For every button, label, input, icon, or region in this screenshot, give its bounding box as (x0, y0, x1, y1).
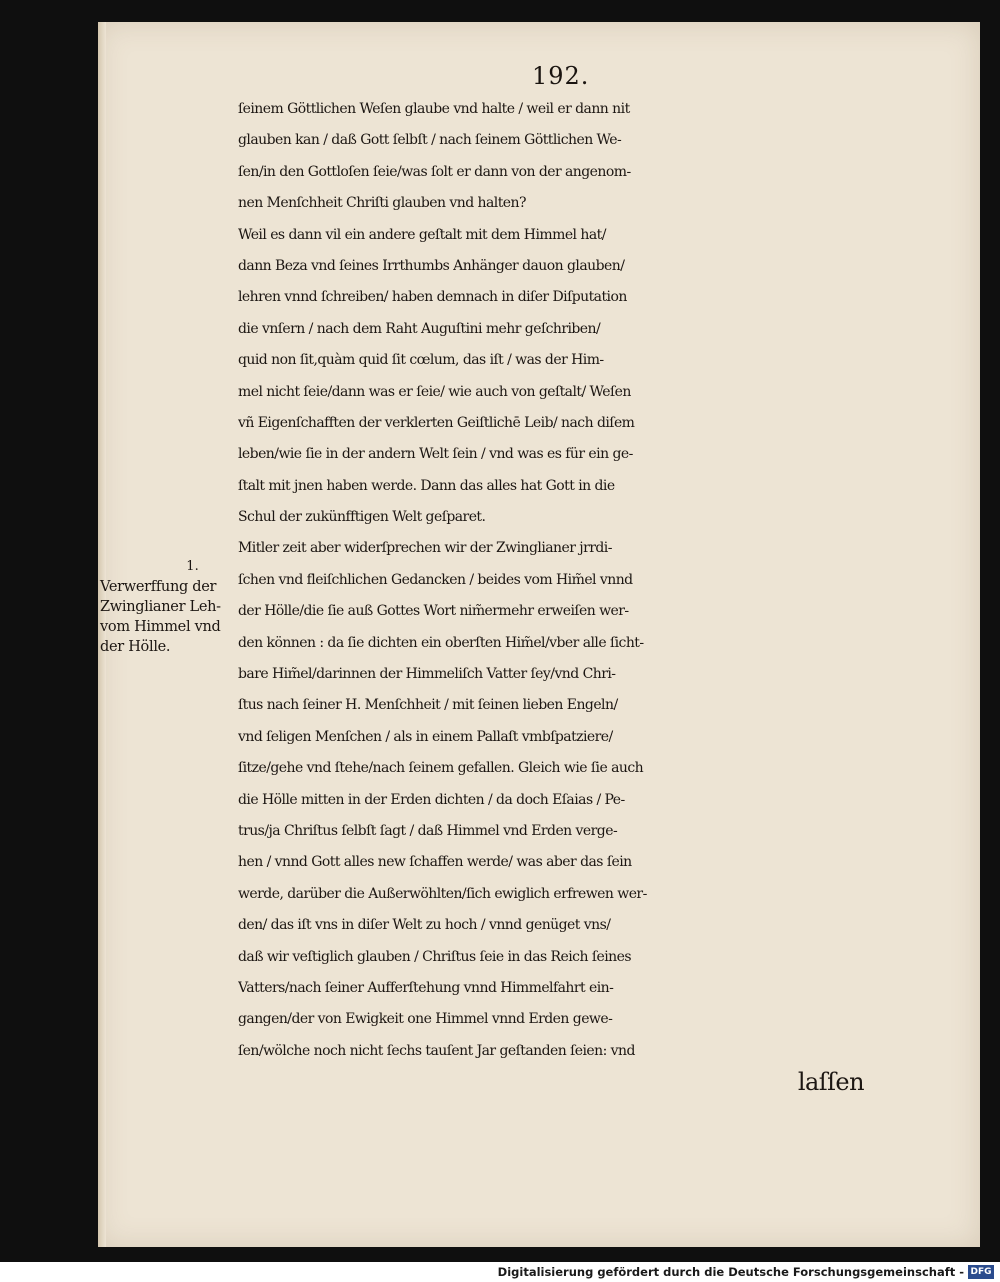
text-line: bare Him̃el/darinnen der Himmeliſch Vatter ſey/vnd Chri- (238, 666, 616, 683)
text-line: Mitler zeit aber widerſprechen wir der Zwinglianer jrrdi- (238, 540, 612, 557)
body-text (238, 94, 870, 1099)
text-line: den können : da ſie dichten ein oberſten Him̃el/vber alle ſicht- (238, 634, 644, 651)
text-line: Vatters/nach ſeiner Aufferſtehung vnnd Himmelfahrt ein- (238, 979, 614, 996)
text-line: gangen/der von Ewigkeit one Himmel vnnd Erden gewe- (238, 1011, 613, 1028)
catchword: laſſen (797, 1068, 864, 1097)
margin-note-line: der Hölle. (100, 639, 171, 655)
text-line: ſeinem Göttlichen Weſen glaube vnd halte / weil er dann nit (238, 101, 630, 117)
text-line: hen / vnnd Gott alles new ſchaffen werde/ was aber das ſein (238, 854, 632, 871)
text-line: ſtalt mit jnen haben werde. Dann das alles hat Gott in die (238, 477, 615, 494)
text-line: ſchen vnd fleiſchlichen Gedancken / beides vom Him̃el vnnd (238, 571, 633, 588)
margin-note (100, 558, 245, 657)
page-number: 192. (532, 62, 590, 90)
text-line: trus/ja Chriſtus ſelbſt ſagt / daß Himmel vnd Erden verge- (238, 822, 618, 839)
margin-note-number: 1. (186, 559, 199, 574)
text-line: vnd ſeligen Menſchen / als in einem Pallaſt vmbſpatziere/ (238, 728, 613, 745)
text-line: glauben kan / daß Gott ſelbſt / nach ſeinem Göttlichen We- (238, 132, 622, 149)
footer-bar (0, 1262, 1000, 1282)
text-line: quid non ſit,quàm quid ſit cœlum, das iſt / was der Him- (238, 352, 604, 369)
margin-note-line: Verwerffung der (100, 579, 217, 595)
text-line: dann Beza vnd ſeines Irrthumbs Anhänger dauon glauben/ (238, 257, 625, 274)
text-line: den/ das iſt vns in diſer Welt zu hoch / vnnd genüget vns/ (238, 917, 611, 934)
text-line: Schul der zukünfftigen Welt geſparet. (238, 509, 486, 526)
text-line: lehren vnnd ſchreiben/ haben demnach in diſer Diſputation (238, 289, 627, 306)
text-line: der Hölle/die ſie auß Gottes Wort nim̃ermehr erweiſen wer- (238, 603, 629, 620)
footer-credit: Digitalisierung gefördert durch die Deutsche Forschungsgemeinschaft - (497, 1265, 964, 1279)
text-line: ſitze/gehe vnd ſtehe/nach ſeinem gefallen. Gleich wie ſie auch (238, 760, 644, 777)
text-line: Weil es dann vil ein andere geſtalt mit dem Himmel hat/ (238, 226, 606, 243)
margin-note-lines (100, 577, 245, 657)
text-line: mel nicht ſeie/dann was er ſeie/ wie auch von geſtalt/ Weſen (238, 383, 631, 400)
text-line: vñ Eigenſchafften der verklerten Geiſtlichē Leib/ nach diſem (238, 414, 635, 431)
text-line: ſtus nach ſeiner H. Menſchheit / mit ſeinen lieben Engeln/ (238, 697, 618, 714)
text-line: ſen/wölche noch nicht ſechs tauſent Jar geſtanden ſeien: vnd (238, 1042, 635, 1059)
margin-note-line: vom Himmel vnd (100, 619, 221, 635)
text-line: leben/wie ſie in der andern Welt ſein / vnd was es für ein ge- (238, 446, 633, 463)
text-line: daß wir veſtiglich glauben / Chriſtus ſeie in das Reich ſeines (238, 948, 631, 965)
text-line: ſen/in den Gottloſen ſeie/was ſolt er dann von der angenom- (238, 163, 631, 180)
text-line: nen Menſchheit Chriſti glauben vnd halten? (238, 195, 526, 212)
text-line: die vnſern / nach dem Raht Auguſtini mehr geſchriben/ (238, 320, 601, 337)
text-line: die Hölle mitten in der Erden dichten / da doch Eſaias / Pe- (238, 791, 625, 808)
text-line: werde, darüber die Außerwöhlten/ſich ewiglich erfrewen wer- (238, 885, 647, 902)
margin-note-line: Zwinglianer Leh- (100, 599, 221, 615)
dfg-logo: DFG (968, 1265, 994, 1279)
